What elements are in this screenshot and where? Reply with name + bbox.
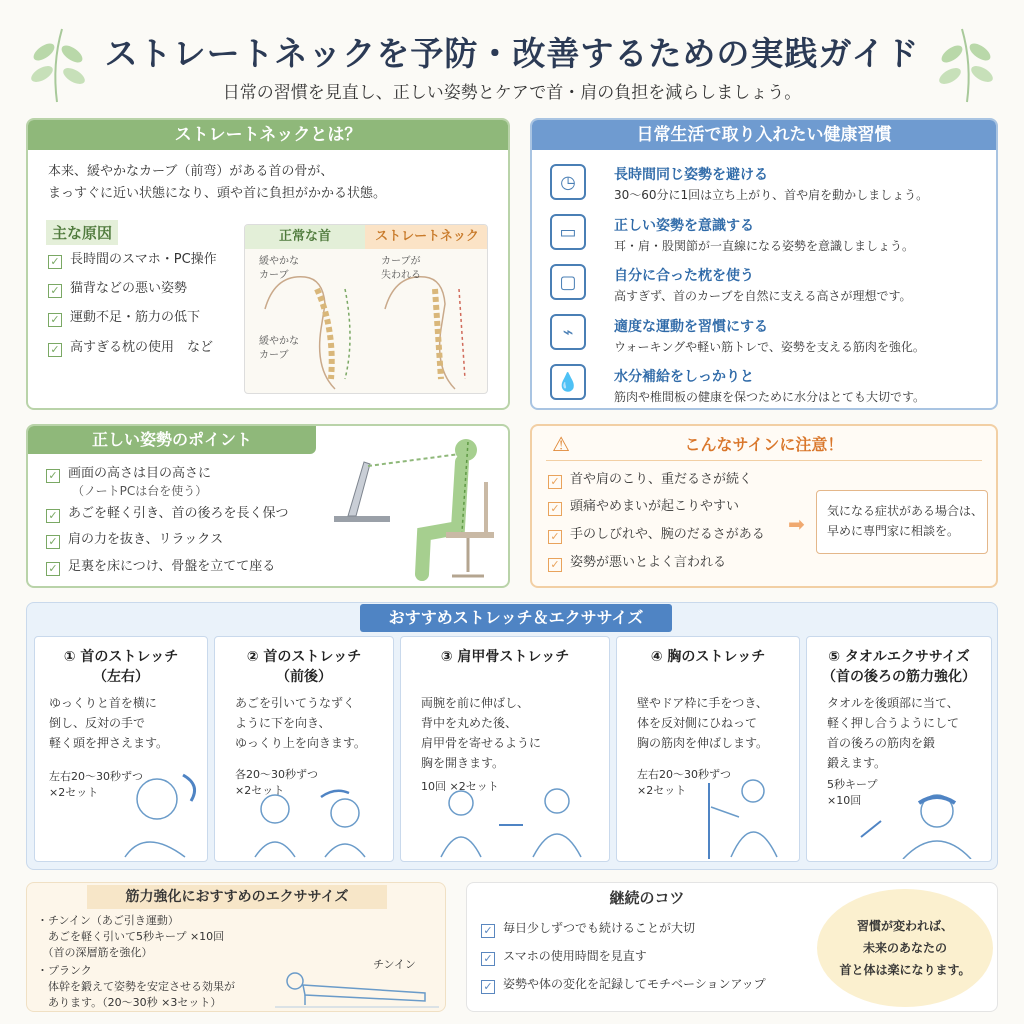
habits-heading: 日常生活で取り入れたい健康習慣 [532, 120, 996, 150]
stretch-desc: 両腕を前に伸ばし、 背中を丸めた後、 肩甲骨を寄せるように 胸を開きます。 [421, 696, 542, 770]
tip-item: ✓ 毎日少しずつでも続けることが大切 [481, 919, 695, 938]
neck-side-stretch-illustration [95, 767, 205, 859]
sign-item: ✓ 首や肩のこり、重だるさが続く [548, 470, 752, 490]
stretch-sets: 左右20〜30秒ずつ ×2セット [637, 768, 731, 797]
check-icon: ✓ [46, 509, 60, 523]
posture-heading: 正しい姿勢のポイント [28, 426, 316, 454]
shoulder-blade-stretch-illustration [421, 787, 601, 859]
chest-stretch-illustration [697, 777, 797, 859]
stretch-card-5 [806, 636, 992, 862]
page-title: ストレートネックを予防・改善するための実践ガイド [104, 34, 920, 73]
straight-note: カーブが 失われる [381, 256, 421, 281]
plank-desc: 体幹を鍛えて姿勢を安定させる効果が [37, 980, 235, 993]
page-subtitle: 日常の習慣を見直し、正しい姿勢とケアで首・肩の負担を減らしましょう。 [222, 83, 802, 103]
normal-neck-label: 正常な首 [245, 225, 365, 249]
posture-item-1-sub: （ノートPCは台を使う） [72, 484, 208, 498]
check-icon: ✓ [46, 562, 60, 576]
habit-title: 正しい姿勢を意識する [614, 218, 754, 234]
stretch-title: ② 首のストレッチ （前後） [246, 649, 362, 685]
tip-item: ✓ 姿勢や体の変化を記録してモチベーションアップ [481, 975, 766, 994]
check-icon: ✓ [481, 952, 495, 966]
strength-panel [26, 882, 446, 1012]
stretch-card-3 [400, 636, 610, 862]
check-icon: ✓ [46, 469, 60, 483]
habit-desc: ウォーキングや軽い筋トレで、姿勢を支える筋肉を強化。 [614, 340, 925, 354]
advice-box: 気になる症状がある場合は、 早めに専門家に相談を。 [816, 490, 988, 554]
chin-in-title: ・チンイン（あご引き運動） [37, 914, 179, 927]
plank-sets: あります。（20〜30秒 ×3セット） [37, 996, 222, 1009]
stretch-title: ③ 肩甲骨ストレッチ [440, 649, 570, 665]
stretch-card-4 [616, 636, 800, 862]
check-icon: ✓ [48, 313, 62, 327]
towel-exercise-illustration [847, 787, 987, 859]
straight-neck-label: ストレートネック [365, 225, 488, 249]
check-icon: ✓ [48, 284, 62, 298]
stretch-desc: タオルを後頭部に当て、 軽く押し合うようにして 首の後ろの筋肉を鍛 鍛えます。 [827, 696, 960, 770]
signs-panel [530, 424, 998, 588]
posture-panel [26, 424, 510, 588]
posture-item-1: ✓ 画面の高さは目の高さに [46, 464, 211, 484]
causes-heading: 主な原因 [46, 220, 118, 245]
tips-heading: 継続のコツ [609, 889, 685, 907]
check-icon: ✓ [548, 558, 562, 572]
check-icon: ✓ [548, 502, 562, 516]
stretch-title: ④ 胸のストレッチ [650, 649, 766, 665]
neck-comparison [244, 224, 488, 394]
habit-title: 自分に合った枕を使う [614, 268, 754, 284]
stretch-sets: 5秒キープ ×10回 [827, 778, 878, 807]
habit-title: 水分補給をしっかりと [614, 369, 754, 385]
stretch-desc: あごを引いてうなずく ように下を向き、 ゆっくり上を向きます。 [235, 696, 366, 750]
check-icon: ✓ [48, 255, 62, 269]
stretch-sets: 各20〜30秒ずつ ×2セット [235, 768, 318, 797]
posture-item-2: ✓ あごを軽く引き、首の後ろを長く保つ [46, 504, 288, 524]
habit-desc: 30〜60分に1回は立ち上がり、首や肩を動かしましょう。 [614, 188, 929, 202]
warning-icon: ⚠ [552, 432, 570, 456]
what-is-desc-2: まっすぐに近い状態になり、頭や首に負担がかかる状態。 [48, 186, 387, 201]
habit-desc: 耳・肩・股関節が一直線になる姿勢を意識しましょう。 [614, 239, 915, 253]
encouragement-bubble: 習慣が変われば、 未来のあなたの 首と体は楽になります。 [817, 889, 993, 1007]
check-icon: ✓ [481, 980, 495, 994]
stretch-sets: 10回 ×2セット [421, 780, 499, 793]
what-is-desc-1: 本来、緩やかなカーブ（前弯）がある首の骨が、 [48, 164, 334, 179]
normal-note-bottom: 緩やかな カーブ [259, 336, 299, 361]
strength-heading: 筋力強化におすすめのエクササイズ [87, 885, 387, 909]
habit-title: 長時間同じ姿勢を避ける [614, 167, 768, 183]
stretch-card-1 [34, 636, 208, 862]
sign-item: ✓ 姿勢が悪いとよく言われる [548, 553, 726, 573]
water-drop-icon: 💧 [550, 364, 586, 400]
signs-heading: こんなサインに注意！ [684, 435, 844, 454]
arrow-right-icon: ➡ [788, 512, 805, 536]
monitor-icon: ▭ [550, 214, 586, 250]
chin-in-figure-label: チンイン [373, 958, 416, 971]
stretches-heading: おすすめストレッチ＆エクササイズ [360, 604, 672, 632]
stretch-desc: 壁やドア枠に手をつき、 体を反対側にひねって 胸の筋肉を伸ばします。 [637, 696, 769, 750]
posture-item-3: ✓ 肩の力を抜き、リラックス [46, 530, 223, 550]
plank-title: ・プランク [37, 964, 92, 977]
chin-in-desc: あごを軽く引いて5秒キープ ×10回 [37, 930, 225, 943]
clock-icon: ◷ [550, 164, 586, 200]
stretch-title: ⑤ タオルエクササイズ （首の後ろの筋力強化） [822, 649, 976, 685]
check-icon: ✓ [46, 535, 60, 549]
check-icon: ✓ [481, 924, 495, 938]
sign-item: ✓ 頭痛やめまいが起こりやすい [548, 497, 739, 517]
pillow-icon: ▢ [550, 264, 586, 300]
cause-item: ✓ 高すぎる枕の使用 など [48, 338, 213, 358]
cause-item: ✓ 長時間のスマホ・PC操作 [48, 250, 217, 270]
posture-item-4: ✓ 足裏を床につけ、骨盤を立てて座る [46, 557, 275, 577]
check-icon: ✓ [48, 343, 62, 357]
habits-panel [530, 118, 998, 410]
tips-panel [466, 882, 998, 1012]
neck-front-back-stretch-illustration [225, 787, 389, 859]
check-icon: ✓ [548, 530, 562, 544]
tip-item: ✓ スマホの使用時間を見直す [481, 947, 647, 966]
sign-item: ✓ 手のしびれや、腕のだるさがある [548, 525, 765, 545]
chin-in-note: （首の深層筋を強化） [37, 946, 153, 959]
stretch-card-2 [214, 636, 394, 862]
what-is-panel [26, 118, 510, 410]
cause-item: ✓ 猫背などの悪い姿勢 [48, 279, 187, 299]
stretch-desc: ゆっくりと首を横に 倒し、反対の手で 軽く頭を押さえます。 [49, 696, 169, 750]
stretch-sets: 左右20〜30秒ずつ ×2セット [49, 770, 143, 799]
sitting-posture-illustration [328, 432, 508, 586]
check-icon: ✓ [548, 475, 562, 489]
normal-note: 緩やかな カーブ [259, 256, 299, 281]
plank-illustration [275, 969, 439, 1009]
habit-title: 適度な運動を習慣にする [614, 319, 768, 335]
stretch-title: ① 首のストレッチ （左右） [63, 649, 179, 685]
what-is-heading: ストレートネックとは？ [28, 120, 508, 150]
habit-desc: 高すぎず、首のカーブを自然に支える高さが理想です。 [614, 289, 912, 303]
signs-divider [546, 460, 982, 461]
shoe-icon: ⌁ [550, 314, 586, 350]
cause-item: ✓ 運動不足・筋力の低下 [48, 308, 200, 328]
habit-desc: 筋肉や椎間板の健康を保つために水分はとても大切です。 [614, 390, 926, 404]
